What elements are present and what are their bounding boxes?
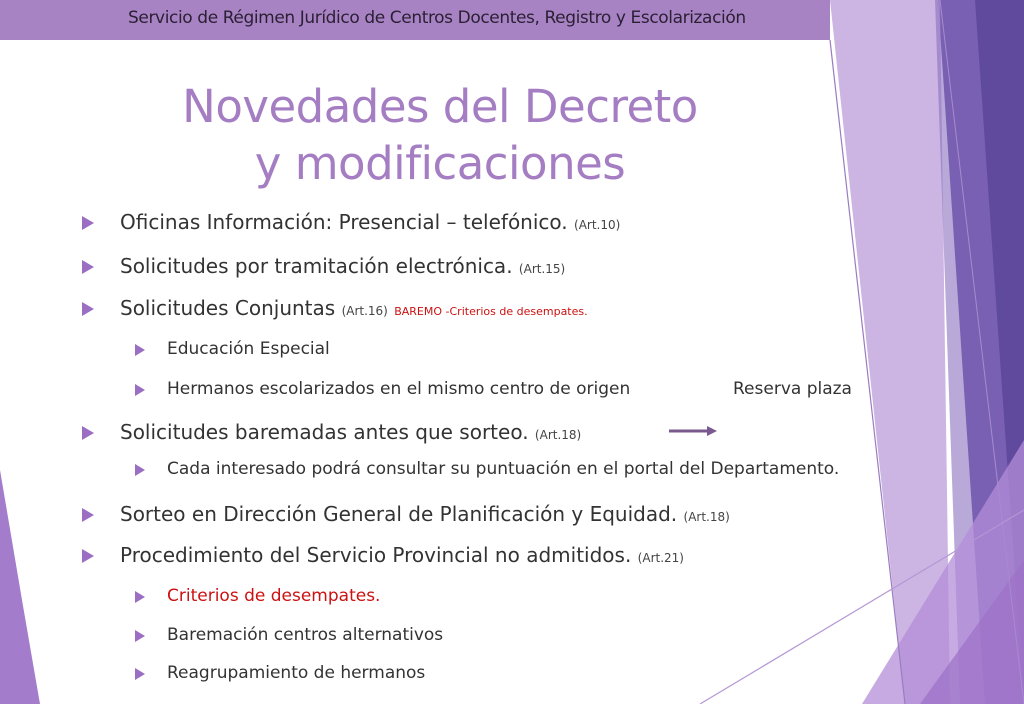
sub-bullet-icon <box>135 668 145 680</box>
list-item-sorteo <box>120 502 730 526</box>
slide-title <box>120 78 760 192</box>
sub-bullet-icon <box>135 344 145 356</box>
list-item-oficinas <box>120 210 620 234</box>
list-item-text: Sorteo en Dirección General de Planificación y Equidad. <box>120 502 678 526</box>
bullet-icon <box>82 216 94 230</box>
article-ref: (Art.18) <box>534 428 582 442</box>
article-ref: (Art.18) <box>683 510 730 524</box>
article-ref: (Art.21) <box>637 551 684 565</box>
bullet-icon <box>82 508 94 522</box>
article-ref: (Art.10) <box>574 218 621 232</box>
list-item-text: Solicitudes Conjuntas <box>120 296 336 320</box>
baremo-note: BAREMO -Criterios de desempates. <box>394 305 588 318</box>
article-ref: (Art.15) <box>518 262 566 276</box>
header-title: Servicio de Régimen Jurídico de Centros Docentes, Registro y Escolarización <box>128 8 746 28</box>
sub-item-reagrupamiento: Reagrupamiento de hermanos <box>167 663 426 683</box>
slide-title-line-2: y modificaciones <box>254 137 626 190</box>
sub-item-educacion-especial: Educación Especial <box>167 339 330 359</box>
slide-title-line-1: Novedades del Decreto <box>182 80 698 133</box>
header-bar <box>0 0 830 40</box>
sub-item-consultar-puntuacion: Cada interesado podrá consultar su puntuación en el portal del Departamento. <box>167 459 840 479</box>
sub-bullet-icon <box>135 464 145 476</box>
list-item-procedimiento <box>120 543 684 567</box>
bullet-icon <box>82 426 94 440</box>
list-item-text: Oficinas Información: Presencial – telefónico. <box>120 210 568 234</box>
list-item-solicitudes-baremadas <box>120 420 581 444</box>
sub-bullet-icon <box>135 591 145 603</box>
bullet-icon <box>82 549 94 563</box>
arrow-right-icon <box>669 425 717 437</box>
sub-bullet-icon <box>135 630 145 642</box>
list-item-text: Solicitudes por tramitación electrónica. <box>120 254 513 278</box>
bullet-icon <box>82 260 94 274</box>
list-item-text: Procedimiento del Servicio Provincial no admitidos. <box>120 543 632 567</box>
list-item-solicitudes-conjuntas <box>120 296 588 320</box>
sub-item-criterios-desempates: Criterios de desempates. <box>167 586 381 606</box>
sub-bullet-icon <box>135 384 145 396</box>
article-ref: (Art.16) <box>341 304 388 318</box>
sub-item-hermanos: Hermanos escolarizados en el mismo centro de origen <box>167 379 631 399</box>
list-item-text: Solicitudes baremadas antes que sorteo. <box>120 420 529 444</box>
bullet-icon <box>82 302 94 316</box>
reserva-plaza-note: Reserva plaza <box>733 379 852 399</box>
sub-item-baremacion: Baremación centros alternativos <box>167 625 444 645</box>
list-item-solicitudes-electronica <box>120 254 565 278</box>
